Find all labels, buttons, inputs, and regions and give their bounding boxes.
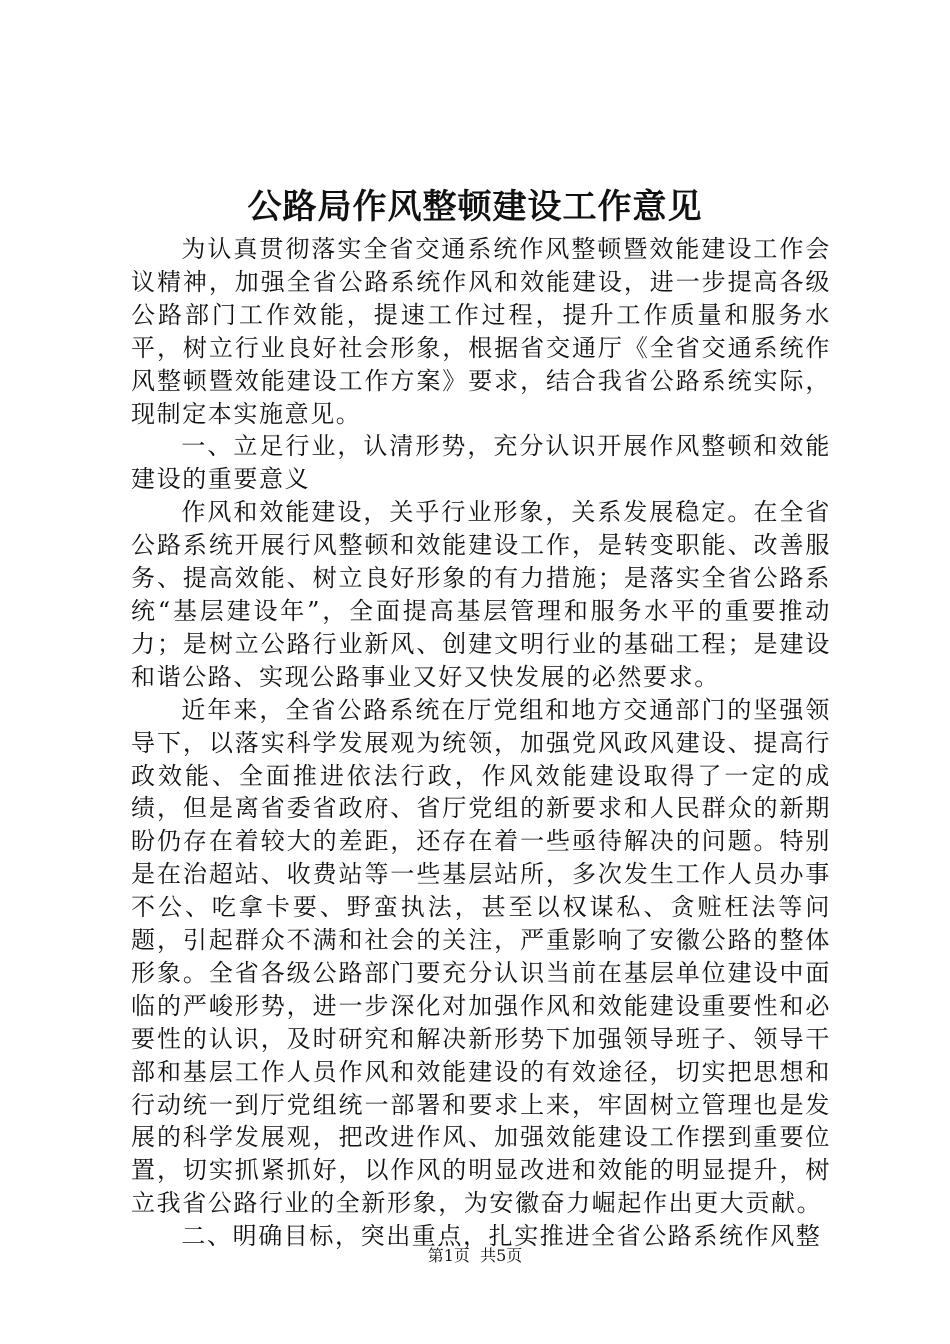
page-number: 第1页 [427,1246,470,1265]
section-heading-2: 二、明确目标，突出重点，扎实推进全省公路系统作风整 [181,1222,822,1251]
document-body [131,233,831,1253]
page-total: 共5页 [480,1246,523,1265]
paragraph-intro: 为认真贯彻落实全省交通系统作风整顿暨效能建设工作会议精神，加强全省公路系统作风和效能建设，进一步提高各级公路部门工作效能，提速工作过程，提升工作质量和服务水平，树立行业良好社会形象，根据省交通厅《全省交通系统作风整顿暨效能建设工作方案》要求，结合我省公路系统实际，现制定本实施意见。 [131,235,831,428]
section-heading-1: 一、立足行业，认清形势，充分认识开展作风整顿和效能建设的重要意义 [131,432,831,494]
page-footer [0,1245,950,1267]
document-title: 公路局作风整顿建设工作意见 [247,187,703,227]
paragraph-significance: 作风和效能建设，关乎行业形象，关系发展稳定。在全省公路系统开展行风整顿和效能建设工作，是转变职能、改善服务、提高效能、树立良好形象的有力措施；是落实全省公路系统“基层建设年”，全面提高基层管理和服务水平的重要推动力；是树立公路行业新风、创建文明行业的基础工程；是建设和谐公路、实现公路事业又好又快发展的必然要求。 [131,498,831,691]
paragraph-recent-years: 近年来，全省公路系统在厅党组和地方交通部门的坚强领导下，以落实科学发展观为统领，加强党风政风建设、提高行政效能、全面推进依法行政，作风效能建设取得了一定的成绩，但是离省委省政府、省厅党组的新要求和人民群众的新期盼仍存在着较大的差距，还存在着一些亟待解决的问题。特别是在治超站、收费站等一些基层站所，多次发生工作人员办事不公、吃拿卡要、野蛮执法，甚至以权谋私、贪赃枉法等问题，引起群众不满和社会的关注，严重影响了安徽公路的整体形象。全省各级公路部门要充分认识当前在基层单位建设中面临的严峻形势，进一步深化对加强作风和效能建设重要性和必要性的认识，及时研究和解决新形势下加强领导班子、领导干部和基层工作人员作风和效能建设的有效途径，切实把思想和行动统一到厅党组统一部署和要求上来，牢固树立管理也是发展的科学发展观，把改进作风、加强效能建设工作摆到重要位置，切实抓紧抓好，以作风的明显改进和效能的明显提升，树立我省公路行业的全新形象，为安徽奋力崛起作出更大贡献。 [131,695,831,1218]
